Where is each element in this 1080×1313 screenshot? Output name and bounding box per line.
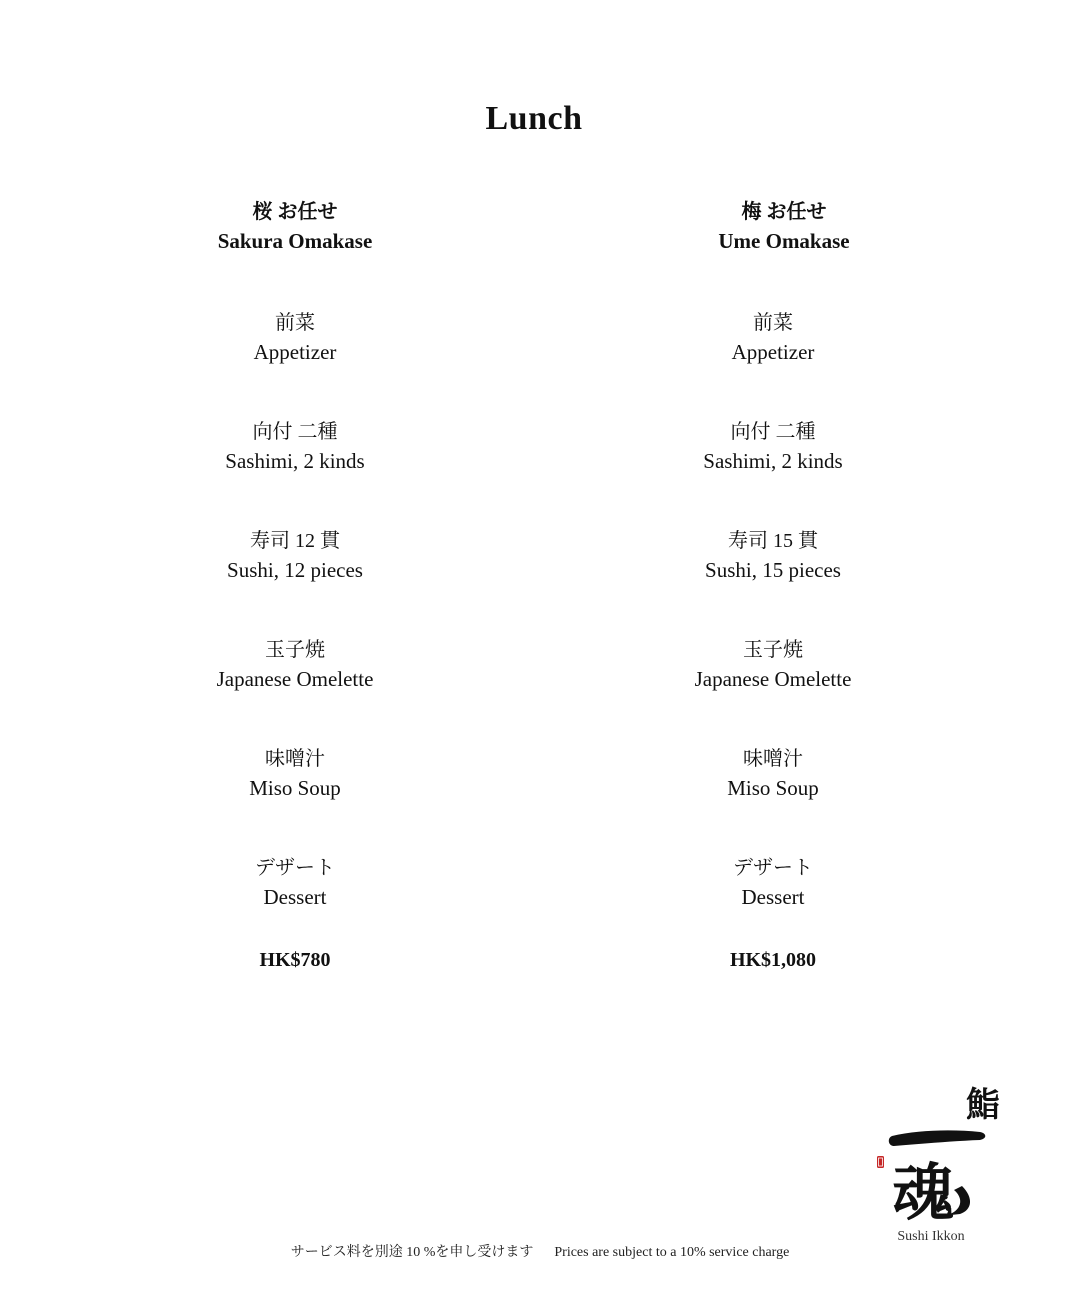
menu-item-en: Miso Soup	[249, 776, 341, 800]
logo-brush-stroke	[889, 1130, 985, 1146]
menu-item-en: Sashimi, 2 kinds	[703, 449, 843, 473]
course-title-en: Ume Omakase	[718, 229, 850, 253]
menu-item	[115, 744, 475, 853]
course-title	[115, 198, 475, 308]
course-column-ume	[593, 198, 953, 972]
menu-item	[115, 308, 475, 417]
menu-item-jp: 玉子焼	[265, 639, 325, 661]
course-title-en: Sakura Omakase	[217, 229, 373, 253]
course-column-sakura	[115, 198, 475, 972]
course-title-jp: 梅 お任せ	[741, 201, 827, 223]
logo-large-calligraphy: 魂	[892, 1156, 955, 1229]
menu-item-jp: 玉子焼	[743, 639, 803, 661]
menu-item	[115, 853, 475, 945]
page-title: Lunch	[485, 100, 583, 137]
menu-item-jp: 前菜	[753, 312, 793, 334]
menu-item-en: Sashimi, 2 kinds	[225, 449, 365, 473]
service-charge-note	[0, 1241, 1080, 1261]
menu-item-en: Appetizer	[253, 340, 337, 364]
menu-item	[593, 308, 953, 417]
course-title	[604, 198, 964, 308]
service-charge-note-jp: サービス料を別途 10 %を申し受けます	[290, 1245, 534, 1260]
menu-item-en: Japanese Omelette	[216, 667, 374, 691]
menu-item-jp: 味噌汁	[265, 748, 325, 770]
menu-item-jp: 寿司 12 貫	[250, 530, 340, 552]
menu-item	[115, 417, 475, 526]
menu-item	[593, 853, 953, 945]
logo-name: Sushi Ikkon	[897, 1229, 965, 1244]
menu-item	[593, 526, 953, 635]
menu-item-en: Appetizer	[731, 340, 815, 364]
menu-item	[593, 417, 953, 526]
menu-item	[115, 526, 475, 635]
menu-item-en: Miso Soup	[727, 776, 819, 800]
menu-item-jp: 寿司 15 貫	[728, 530, 818, 552]
menu-item-jp: 向付 二種	[730, 421, 816, 443]
menu-item	[593, 635, 953, 744]
menu-item-en: Sushi, 15 pieces	[705, 558, 841, 582]
course-price: HK$780	[259, 949, 331, 971]
menu-item-en: Sushi, 12 pieces	[227, 558, 363, 582]
menu-item	[115, 635, 475, 744]
menu-item-en: Japanese Omelette	[694, 667, 852, 691]
menu-item	[593, 744, 953, 853]
course-price: HK$1,080	[729, 949, 817, 971]
menu-item-jp: デザート	[255, 857, 335, 879]
menu-item-en: Dessert	[741, 885, 805, 909]
service-charge-note-en: Prices are subject to a 10% service charge	[554, 1245, 790, 1260]
menu-item-jp: デザート	[733, 857, 813, 879]
logo-small-calligraphy: 鮨	[966, 1085, 1000, 1125]
course-title-jp: 桜 お任せ	[252, 201, 338, 223]
menu-item-jp: 前菜	[275, 312, 315, 334]
menu-item-en: Dessert	[263, 885, 327, 909]
menu-item-jp: 向付 二種	[252, 421, 338, 443]
menu-item-jp: 味噌汁	[743, 748, 803, 770]
